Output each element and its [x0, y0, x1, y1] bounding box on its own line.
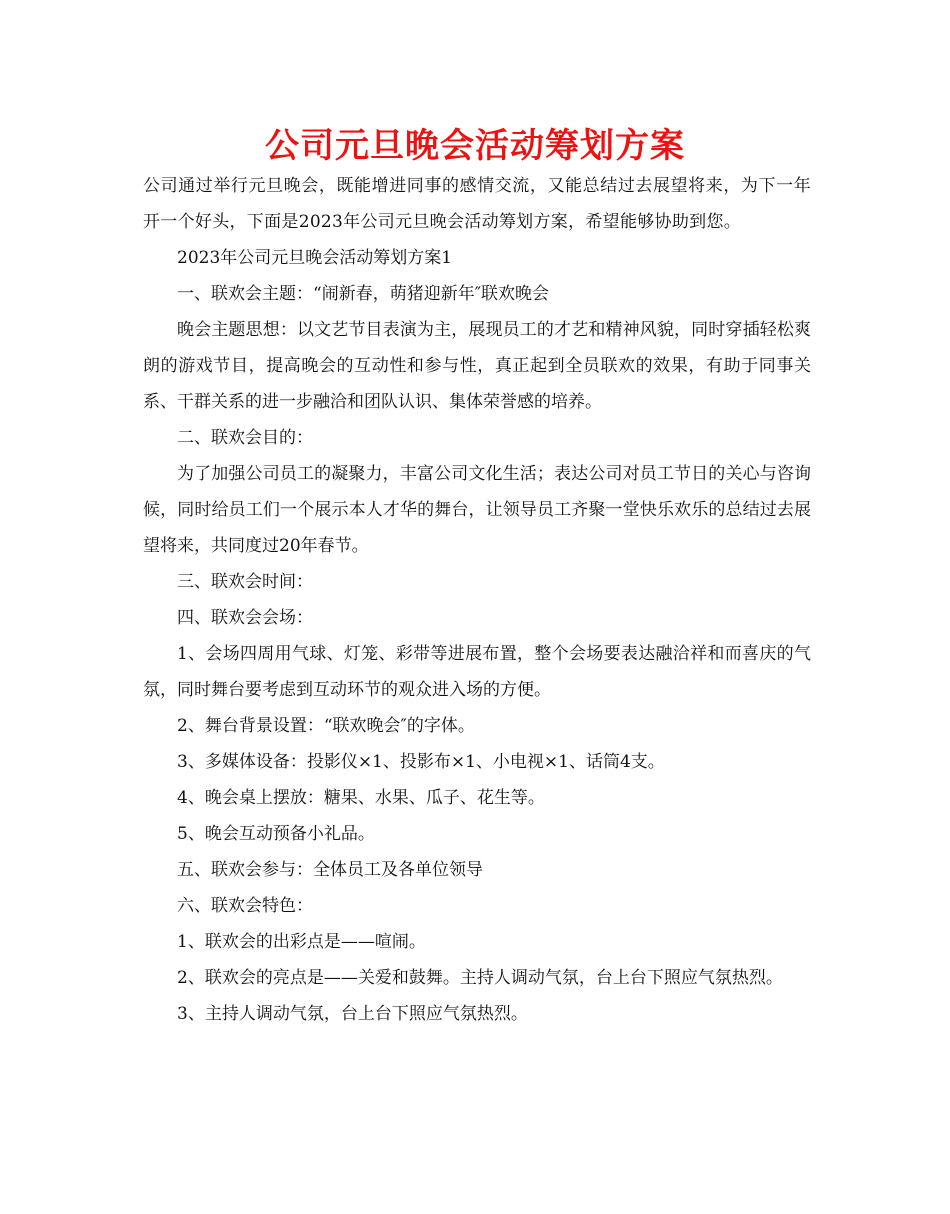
venue-item-1: 1、会场四周用气球、灯笼、彩带等进展布置，整个会场要表达融洽祥和而喜庆的气氛，同时舞台要考虑到互动环节的观众进入场的方便。	[143, 644, 811, 700]
feature-item-3: 3、主持人调动气氛，台上台下照应气氛热烈。	[177, 1004, 528, 1024]
plan-heading: 2023年公司元旦晚会活动筹划方案1	[177, 248, 453, 268]
section-participants: 五、联欢会参与：全体员工及各单位领导	[177, 860, 483, 880]
purpose-description: 为了加强公司员工的凝聚力，丰富公司文化生活；表达公司对员工节日的关心与咨询候，同时给员工们一个展示本人才华的舞台，让领导员工齐聚一堂快乐欢乐的总结过去展望将来，共同度过20年春节。	[143, 464, 811, 556]
venue-item-4: 4、晚会桌上摆放：糖果、水果、瓜子、花生等。	[177, 788, 545, 808]
section-venue: 四、联欢会会场：	[177, 608, 313, 628]
section-theme: 一、联欢会主题：“闹新春，萌猪迎新年″联欢晚会	[177, 284, 550, 304]
venue-item-2: 2、舞台背景设置：“联欢晚会″的字体。	[177, 716, 475, 736]
venue-item-5: 5、晚会互动预备小礼品。	[177, 824, 375, 844]
document-title: 公司元旦晚会活动筹划方案	[265, 126, 685, 166]
document-body	[143, 168, 811, 1032]
section-purpose: 二、联欢会目的：	[177, 428, 313, 448]
feature-item-2: 2、联欢会的亮点是——关爱和鼓舞。主持人调动气氛，台上台下照应气氛热烈。	[177, 968, 783, 988]
intro-paragraph: 公司通过举行元旦晚会，既能增进同事的感情交流，又能总结过去展望将来，为下一年开一个好头，下面是2023年公司元旦晚会活动筹划方案，希望能够协助到您。	[143, 176, 811, 232]
feature-item-1: 1、联欢会的出彩点是——喧闹。	[177, 932, 426, 952]
section-features: 六、联欢会特色：	[177, 896, 313, 916]
theme-description: 晚会主题思想：以文艺节目表演为主，展现员工的才艺和精神风貌，同时穿插轻松爽朗的游戏节目，提高晚会的互动性和参与性，真正起到全员联欢的效果，有助于同事关系、干群关系的进一步融洽和团队认识、集体荣誉感的培养。	[143, 320, 811, 412]
venue-item-3: 3、多媒体设备：投影仪×1、投影布×1、小电视×1、话筒4支。	[177, 752, 665, 772]
section-time: 三、联欢会时间：	[177, 572, 313, 592]
